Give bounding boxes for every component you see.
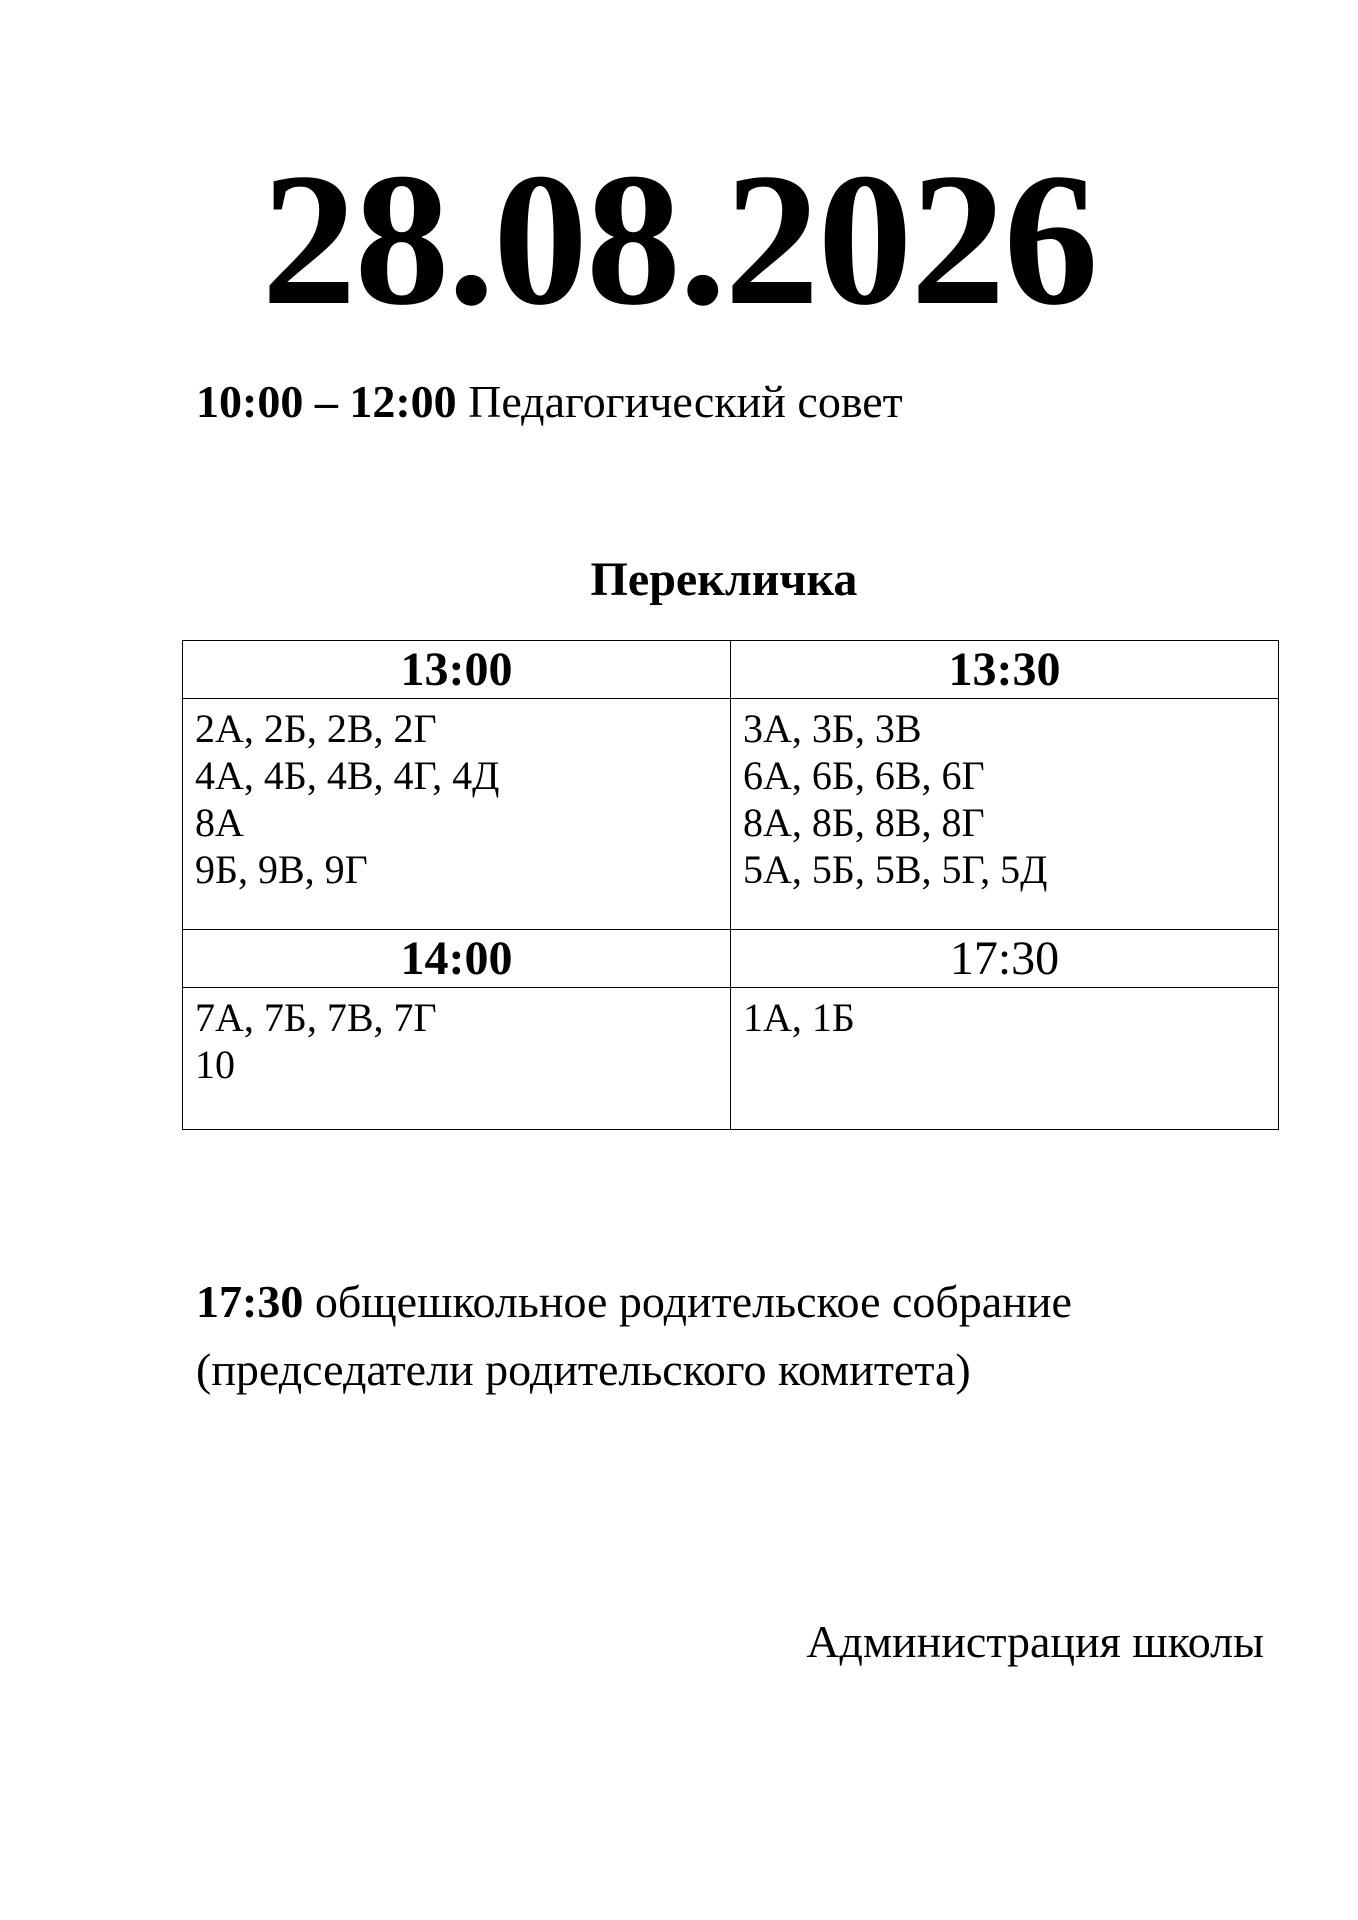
class-group: 7А, 7Б, 7В, 7Г: [195, 995, 437, 1040]
pedagogical-council-time: 10:00 – 12:00: [196, 376, 457, 427]
class-group: 3А, 3Б, 3В: [743, 706, 922, 751]
slot-time-4: 17:30: [731, 930, 1279, 988]
slot-classes-4: [731, 988, 1279, 1130]
slot-time-1: 13:00: [183, 641, 731, 699]
slot-time-3: 14:00: [183, 930, 731, 988]
slot-classes-1: [183, 699, 731, 930]
pedagogical-council-title: Педагогический совет: [468, 376, 903, 427]
class-group: 2А, 2Б, 2В, 2Г: [195, 706, 437, 751]
rollcall-table: [182, 640, 1279, 1130]
slot-time-2: 13:30: [731, 641, 1279, 699]
class-group: 4А, 4Б, 4В, 4Г, 4Д: [195, 753, 500, 798]
pedagogical-council-line: [196, 370, 903, 434]
class-group: 6А, 6Б, 6В, 6Г: [743, 753, 985, 798]
class-group: 1А, 1Б: [743, 995, 855, 1040]
page-date: 28.08.2026: [261, 135, 1097, 345]
parent-meeting-note: (председатели родительского комитета): [196, 1344, 971, 1395]
parent-meeting: [196, 1268, 1072, 1404]
parent-meeting-time: 17:30: [196, 1276, 304, 1327]
class-group: 5А, 5Б, 5В, 5Г, 5Д: [743, 847, 1048, 892]
rollcall-heading: Перекличка: [590, 553, 858, 606]
slot-classes-2: [731, 699, 1279, 930]
class-group: 8А: [195, 800, 244, 845]
parent-meeting-title: общешкольное родительское собрание: [314, 1276, 1072, 1327]
class-group: 10: [195, 1042, 235, 1087]
signature: Администрация школы: [806, 1616, 1264, 1667]
class-group: 9Б, 9В, 9Г: [195, 847, 368, 892]
class-group: 8А, 8Б, 8В, 8Г: [743, 800, 985, 845]
slot-classes-3: [183, 988, 731, 1130]
